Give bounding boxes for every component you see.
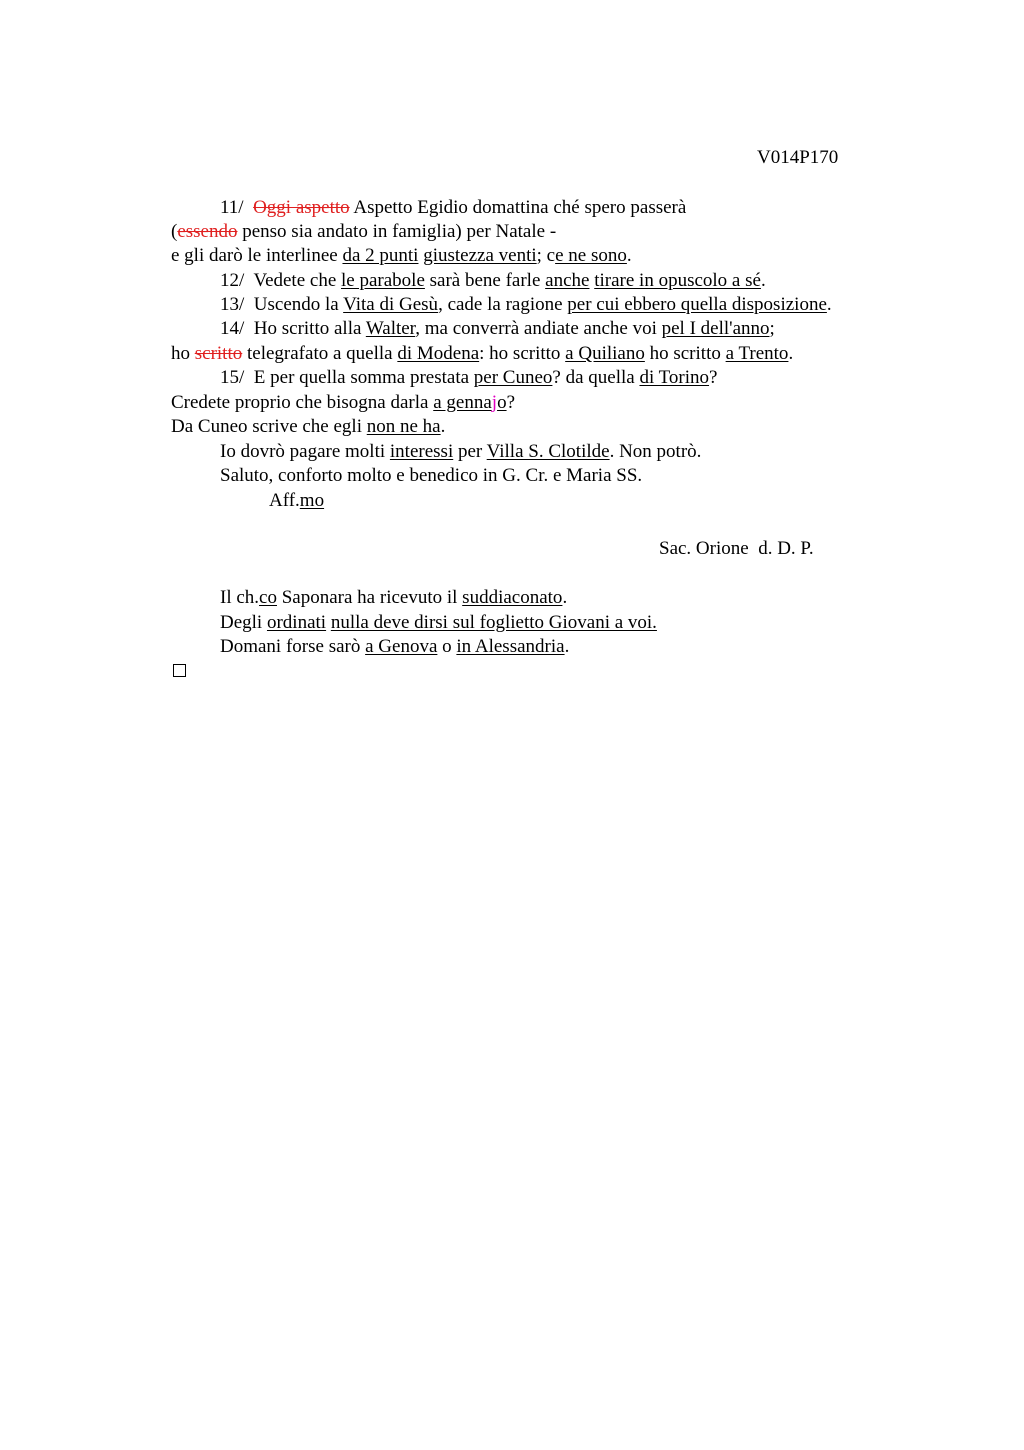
line-text: penso sia andato in famiglia) per Natale -: [242, 221, 557, 242]
text-line: [220, 197, 686, 219]
underlined-text: Walter: [365, 318, 416, 339]
underlined-text: per Cuneo: [473, 367, 553, 388]
underlined-text: nulla deve dirsi sul foglietto Giovani a voi.: [330, 612, 657, 633]
text-line: 12/ Vedete che le parabole sarà bene farle anche tirare in opuscolo a sé.: [220, 270, 766, 291]
underlined-text: le parabole: [341, 270, 425, 291]
item-number: 14/: [220, 318, 245, 339]
underlined-text: co: [259, 587, 277, 608]
underlined-text: non ne ha: [366, 416, 441, 437]
inserted-letter: j: [491, 392, 498, 413]
underlined-text: in Alessandria: [456, 636, 565, 657]
text-line: 15/ E per quella somma prestata per Cuneo? da quella di Torino?: [220, 367, 718, 388]
text-line: Io dovrò pagare molti interessi per Villa S. Clotilde. Non potrò.: [220, 441, 702, 462]
underlined-text: ordinati: [266, 612, 327, 633]
text-line: ho scritto telegrafato a quella di Modena: ho scritto a Quiliano ho scritto a Trento.: [171, 343, 794, 364]
item-number: 11/: [220, 197, 244, 218]
underlined-text: interessi: [389, 441, 454, 462]
item-number: 12/: [220, 270, 245, 291]
underlined-text: a Genova: [365, 636, 438, 657]
signature: Sac. Orione d. D. P.: [659, 538, 814, 559]
deleted-text: scritto: [194, 343, 243, 364]
underlined-text: giustezza venti: [423, 245, 537, 266]
deleted-text: essendo: [177, 221, 238, 242]
postscript-line: Il ch.co Saponara ha ricevuto il suddiaconato.: [220, 587, 568, 608]
item-number: 13/: [220, 294, 245, 315]
text-line: 14/ Ho scritto alla Walter, ma converrà andiate anche voi pel I dell'anno;: [220, 318, 775, 339]
postscript-line: Domani forse sarò a Genova o in Alessandria.: [220, 636, 570, 657]
underlined-text: mo: [299, 490, 325, 511]
underlined-text: Villa S. Clotilde: [486, 441, 610, 462]
underlined-text: e ne sono: [555, 245, 627, 266]
underlined-text: a Trento: [725, 343, 789, 364]
underlined-text: a Quiliano: [565, 343, 645, 364]
underlined-text: suddiaconato: [462, 587, 563, 608]
end-marker-box: [173, 664, 186, 677]
underlined-text: Vita di Gesù: [343, 294, 439, 315]
underlined-text: a gennajo: [433, 392, 507, 413]
item-number: 15/: [220, 367, 245, 388]
underlined-text: anche: [545, 270, 590, 291]
text-line: Da Cuneo scrive che egli non ne ha.: [171, 416, 446, 437]
closing-line: Aff.mo: [269, 490, 325, 511]
text-line: Credete proprio che bisogna darla a gennajo?: [171, 392, 515, 413]
postscript-line: Degli ordinati nulla deve dirsi sul foglietto Giovani a voi.: [220, 612, 657, 633]
underlined-text: tirare in opuscolo a sé: [594, 270, 761, 291]
underlined-text: di Modena: [397, 343, 480, 364]
text-line: 13/ Uscendo la Vita di Gesù, cade la ragione per cui ebbero quella disposizione.: [220, 294, 832, 315]
page-id: V014P170: [757, 147, 839, 168]
underlined-text: per cui ebbero quella disposizione: [567, 294, 827, 315]
text-line: Saluto, conforto molto e benedico in G. Cr. e Maria SS.: [220, 465, 643, 486]
underlined-text: di Torino: [639, 367, 710, 388]
underlined-text: da 2 punti: [342, 245, 419, 266]
text-line: (essendo penso sia andato in famiglia) per Natale -: [171, 221, 557, 242]
line-text: Aspetto Egidio domattina ché spero passerà: [353, 197, 687, 218]
deleted-text: Oggi aspetto: [253, 197, 350, 218]
underlined-text: pel I dell'anno: [661, 318, 770, 339]
text-line: e gli darò le interlinee da 2 punti giustezza venti; ce ne sono.: [171, 245, 632, 266]
